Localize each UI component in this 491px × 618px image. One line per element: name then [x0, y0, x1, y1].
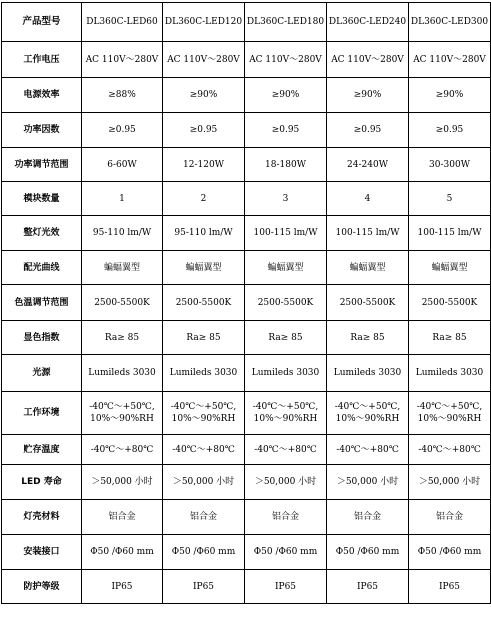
- spec-table: [1, 2, 491, 604]
- value-cell: ≥88%: [82, 78, 163, 113]
- value-cell: ≥90%: [409, 78, 491, 113]
- value-cell: Lumileds 3030: [163, 355, 245, 392]
- value-cell: 蝙蝠翼型: [82, 251, 163, 285]
- value-cell: AC 110V～280V: [409, 42, 491, 78]
- table-row: [2, 216, 491, 251]
- value-cell: ≥90%: [163, 78, 245, 113]
- value-cell: -40℃～+80℃: [245, 435, 327, 465]
- value-cell: Φ50 /Φ60 mm: [245, 535, 327, 570]
- table-row: [2, 570, 491, 604]
- value-cell: 铝合金: [163, 500, 245, 535]
- table-row: [2, 321, 491, 355]
- value-cell: [163, 392, 245, 435]
- model-header-cell: DL360C-LED180: [245, 3, 327, 42]
- table-row: [2, 148, 491, 182]
- row-label-cell: 工作电压: [2, 42, 82, 78]
- row-label-cell: 模块数量: [2, 182, 82, 216]
- value-cell: 100-115 lm/W: [409, 216, 491, 251]
- model-header-cell: DL360C-LED120: [163, 3, 245, 42]
- model-header-cell: DL360C-LED300: [409, 3, 491, 42]
- value-cell: 2: [163, 182, 245, 216]
- row-label-cell: 灯壳材料: [2, 500, 82, 535]
- row-label-cell: 工作环境: [2, 392, 82, 435]
- value-cell: ＞50,000 小时: [82, 465, 163, 500]
- header-row: [2, 3, 491, 42]
- value-cell: -40℃～+80℃: [82, 435, 163, 465]
- row-label-cell: 显色指数: [2, 321, 82, 355]
- value-cell: Φ50 /Φ60 mm: [327, 535, 409, 570]
- row-label-cell: 色温调节范围: [2, 285, 82, 321]
- value-line: 10%～90%RH: [253, 414, 318, 424]
- value-cell: 30-300W: [409, 148, 491, 182]
- value-line: -40℃～+50℃,: [334, 402, 401, 412]
- value-cell: -40℃～+80℃: [327, 435, 409, 465]
- value-cell: 铝合金: [245, 500, 327, 535]
- value-cell: Ra≥ 85: [163, 321, 245, 355]
- value-cell: 3: [245, 182, 327, 216]
- value-cell: 100-115 lm/W: [327, 216, 409, 251]
- value-cell: Ra≥ 85: [327, 321, 409, 355]
- value-cell: 铝合金: [327, 500, 409, 535]
- value-cell: 4: [327, 182, 409, 216]
- row-label-cell: 贮存温度: [2, 435, 82, 465]
- value-cell: 95-110 lm/W: [82, 216, 163, 251]
- value-cell: 24-240W: [327, 148, 409, 182]
- value-cell: 18-180W: [245, 148, 327, 182]
- table-row: [2, 78, 491, 113]
- value-cell: 6-60W: [82, 148, 163, 182]
- value-cell: 2500-5500K: [82, 285, 163, 321]
- row-label-cell: 防护等级: [2, 570, 82, 604]
- row-label-cell: 安装接口: [2, 535, 82, 570]
- row-label-cell: 光源: [2, 355, 82, 392]
- value-cell: IP65: [82, 570, 163, 604]
- row-label-cell: 功率调节范围: [2, 148, 82, 182]
- table-row: [2, 285, 491, 321]
- row-label-cell: 配光曲线: [2, 251, 82, 285]
- value-cell: ＞50,000 小时: [409, 465, 491, 500]
- value-cell: IP65: [245, 570, 327, 604]
- value-cell: [409, 392, 491, 435]
- table-row: [2, 435, 491, 465]
- value-cell: 100-115 lm/W: [245, 216, 327, 251]
- value-cell: IP65: [163, 570, 245, 604]
- value-cell: Lumileds 3030: [82, 355, 163, 392]
- value-cell: Lumileds 3030: [245, 355, 327, 392]
- value-cell: ＞50,000 小时: [327, 465, 409, 500]
- value-cell: 蝙蝠翼型: [327, 251, 409, 285]
- value-cell: ＞50,000 小时: [245, 465, 327, 500]
- value-cell: 2500-5500K: [163, 285, 245, 321]
- value-cell: Lumileds 3030: [409, 355, 491, 392]
- value-line: 10%～90%RH: [335, 414, 400, 424]
- row-label-cell: 功率因数: [2, 113, 82, 148]
- value-cell: 铝合金: [82, 500, 163, 535]
- value-cell: Ra≥ 85: [245, 321, 327, 355]
- row-label-cell: 电源效率: [2, 78, 82, 113]
- value-cell: ≥0.95: [409, 113, 491, 148]
- row-label-cell: LED 寿命: [2, 465, 82, 500]
- value-cell: ≥90%: [327, 78, 409, 113]
- table-row: [2, 355, 491, 392]
- table-row: [2, 182, 491, 216]
- value-cell: 2500-5500K: [245, 285, 327, 321]
- value-cell: IP65: [327, 570, 409, 604]
- value-cell: [245, 392, 327, 435]
- value-line: 10%～90%RH: [90, 414, 154, 424]
- value-cell: ≥0.95: [245, 113, 327, 148]
- value-cell: 2500-5500K: [327, 285, 409, 321]
- row-label-cell: 整灯光效: [2, 216, 82, 251]
- model-header-cell: DL360C-LED60: [82, 3, 163, 42]
- value-cell: Φ50 /Φ60 mm: [409, 535, 491, 570]
- value-cell: IP65: [409, 570, 491, 604]
- value-cell: ≥0.95: [327, 113, 409, 148]
- value-cell: [327, 392, 409, 435]
- spec-table-body: [2, 3, 491, 604]
- value-cell: Φ50 /Φ60 mm: [163, 535, 245, 570]
- header-label-cell: 产品型号: [2, 3, 82, 42]
- value-line: -40℃～+50℃,: [170, 402, 237, 412]
- model-header-cell: DL360C-LED240: [327, 3, 409, 42]
- value-cell: ≥0.95: [163, 113, 245, 148]
- value-cell: Ra≥ 85: [82, 321, 163, 355]
- value-cell: 95-110 lm/W: [163, 216, 245, 251]
- value-cell: ≥0.95: [82, 113, 163, 148]
- table-row: [2, 392, 491, 435]
- table-row: [2, 113, 491, 148]
- value-cell: ≥90%: [245, 78, 327, 113]
- value-cell: 蝙蝠翼型: [245, 251, 327, 285]
- value-cell: 铝合金: [409, 500, 491, 535]
- table-row: [2, 251, 491, 285]
- value-cell: Lumileds 3030: [327, 355, 409, 392]
- value-cell: Ra≥ 85: [409, 321, 491, 355]
- table-row: [2, 42, 491, 78]
- value-line: -40℃～+50℃,: [416, 402, 483, 412]
- value-cell: 12-120W: [163, 148, 245, 182]
- table-row: [2, 535, 491, 570]
- value-cell: ＞50,000 小时: [163, 465, 245, 500]
- value-cell: 蝙蝠翼型: [409, 251, 491, 285]
- value-cell: AC 110V～280V: [245, 42, 327, 78]
- value-cell: 2500-5500K: [409, 285, 491, 321]
- value-cell: -40℃～+80℃: [163, 435, 245, 465]
- value-cell: AC 110V～280V: [327, 42, 409, 78]
- value-cell: AC 110V～280V: [82, 42, 163, 78]
- table-row: [2, 465, 491, 500]
- value-cell: 1: [82, 182, 163, 216]
- value-line: 10%～90%RH: [171, 414, 236, 424]
- table-row: [2, 500, 491, 535]
- value-line: -40℃～+50℃,: [252, 402, 319, 412]
- value-cell: 蝙蝠翼型: [163, 251, 245, 285]
- value-cell: [82, 392, 163, 435]
- value-cell: AC 110V～280V: [163, 42, 245, 78]
- value-cell: -40℃～+80℃: [409, 435, 491, 465]
- value-line: 10%～90%RH: [417, 414, 482, 424]
- value-line: -40℃～+50℃,: [89, 402, 155, 412]
- value-cell: Φ50 /Φ60 mm: [82, 535, 163, 570]
- value-cell: 5: [409, 182, 491, 216]
